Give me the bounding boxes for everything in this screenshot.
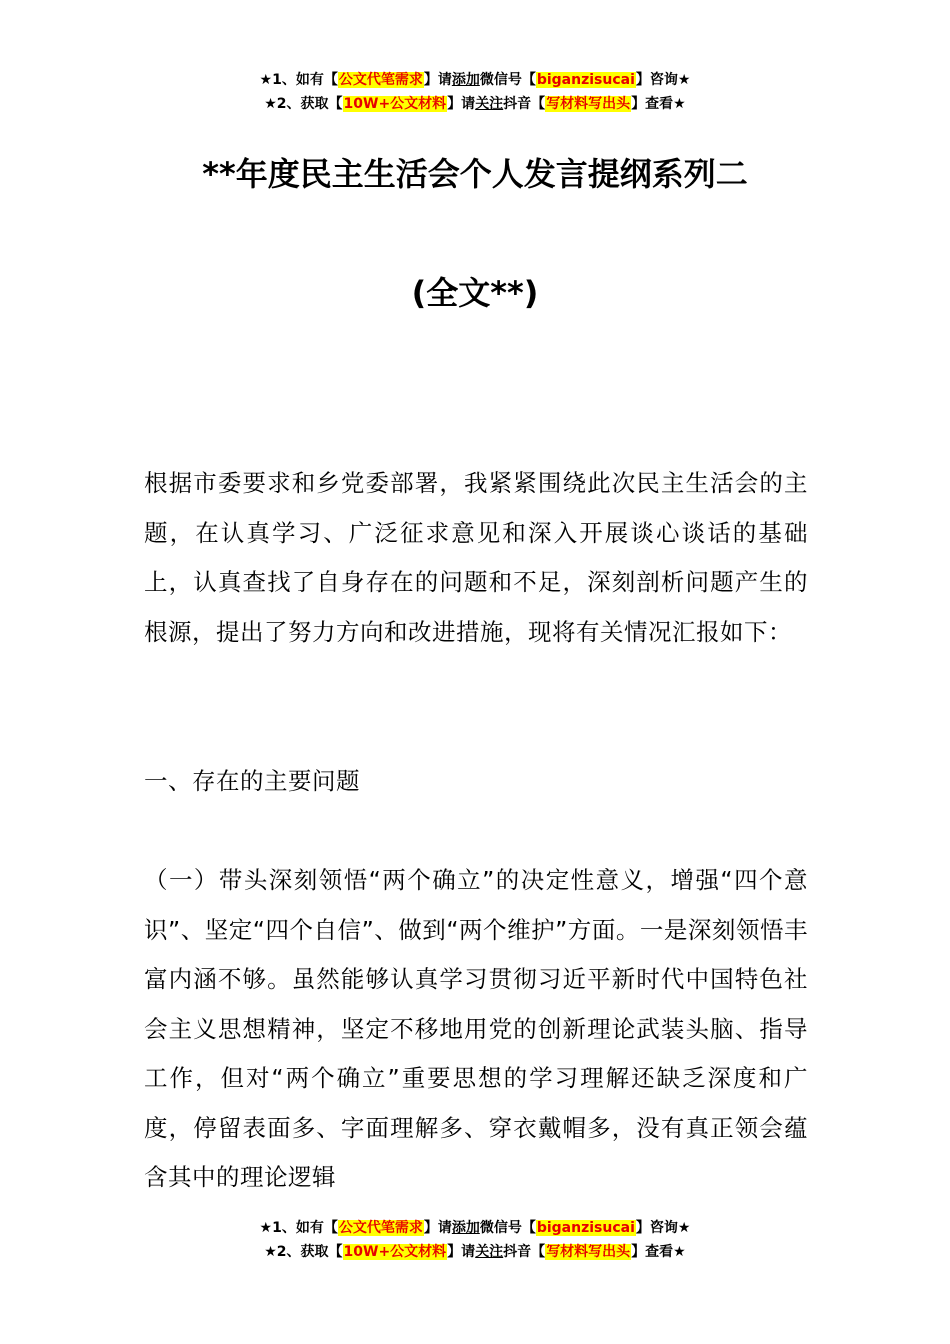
banner-text: 】请 [423, 1220, 452, 1236]
banner-highlight: biganzisucai [536, 1220, 635, 1236]
banner-text: ★2、获取【 [264, 96, 343, 112]
banner-text: 】请 [423, 72, 452, 88]
banner-highlight: 10W+公文材料 [343, 96, 447, 112]
banner-underlined: 关注 [475, 1244, 504, 1260]
banner-underlined: 添加 [451, 1220, 480, 1236]
banner-highlight: biganzisucai [536, 72, 635, 88]
banner-text: 微信号【 [479, 1220, 536, 1236]
banner-text: ★1、如有【 [259, 72, 338, 88]
banner-highlight: 10W+公文材料 [343, 1244, 447, 1260]
banner-text: 】请 [447, 1244, 476, 1260]
banner-underlined: 添加 [451, 72, 480, 88]
banner-text: 】查看★ [631, 96, 686, 112]
banner-line-1 [0, 68, 950, 92]
banner-text: 】请 [447, 96, 476, 112]
banner-underlined: 关注 [475, 96, 504, 112]
banner-text: 】咨询★ [635, 72, 691, 88]
banner-text: 抖音【 [503, 1244, 546, 1260]
banner-text: 】咨询★ [635, 1220, 691, 1236]
banner-text: ★2、获取【 [264, 1244, 343, 1260]
banner-highlight: 公文代笔需求 [338, 1220, 423, 1236]
banner-text: 抖音【 [503, 96, 546, 112]
banner-highlight: 写材料写出头 [546, 1244, 631, 1260]
section-heading: 一、存在的主要问题 [144, 767, 360, 795]
banner-highlight: 写材料写出头 [546, 96, 631, 112]
banner-text: ★1、如有【 [259, 1220, 338, 1236]
intro-paragraph: 根据市委要求和乡党委部署，我紧紧围绕此次民主生活会的主题，在认真学习、广泛征求意见和深入开展谈心谈话的基础上，认真查找了自身存在的问题和不足，深刻剖析问题产生的根源，提出了努力方向和改进措施，现将有关情况汇报如下： [144, 469, 808, 646]
banner-highlight: 公文代笔需求 [338, 72, 423, 88]
document-title: **年度民主生活会个人发言提纲系列二 [202, 155, 748, 193]
header-banner [0, 68, 950, 116]
banner-line-1 [0, 1216, 950, 1240]
body-paragraph: （一）带头深刻领悟“两个确立”的决定性意义，增强“四个意识”、坚定“四个自信”、做到“两个维护”方面。一是深刻领悟丰富内涵不够。虽然能够认真学习贯彻习近平新时代中国特色社会主义思想精神，坚定不移地用党的创新理论武装头脑、指导工作，但对“两个确立”重要思想的学习理解还缺乏深度和广度，停留表面多、字面理解多、穿衣戴帽多，没有真正领会蕴含其中的理论逻辑 [144, 866, 808, 1191]
banner-line-2 [0, 1240, 950, 1264]
banner-line-2 [0, 92, 950, 116]
document-title-continued: (全文**) [411, 274, 539, 312]
footer-banner [0, 1216, 950, 1264]
banner-text: 微信号【 [479, 72, 536, 88]
banner-text: 】查看★ [631, 1244, 686, 1260]
